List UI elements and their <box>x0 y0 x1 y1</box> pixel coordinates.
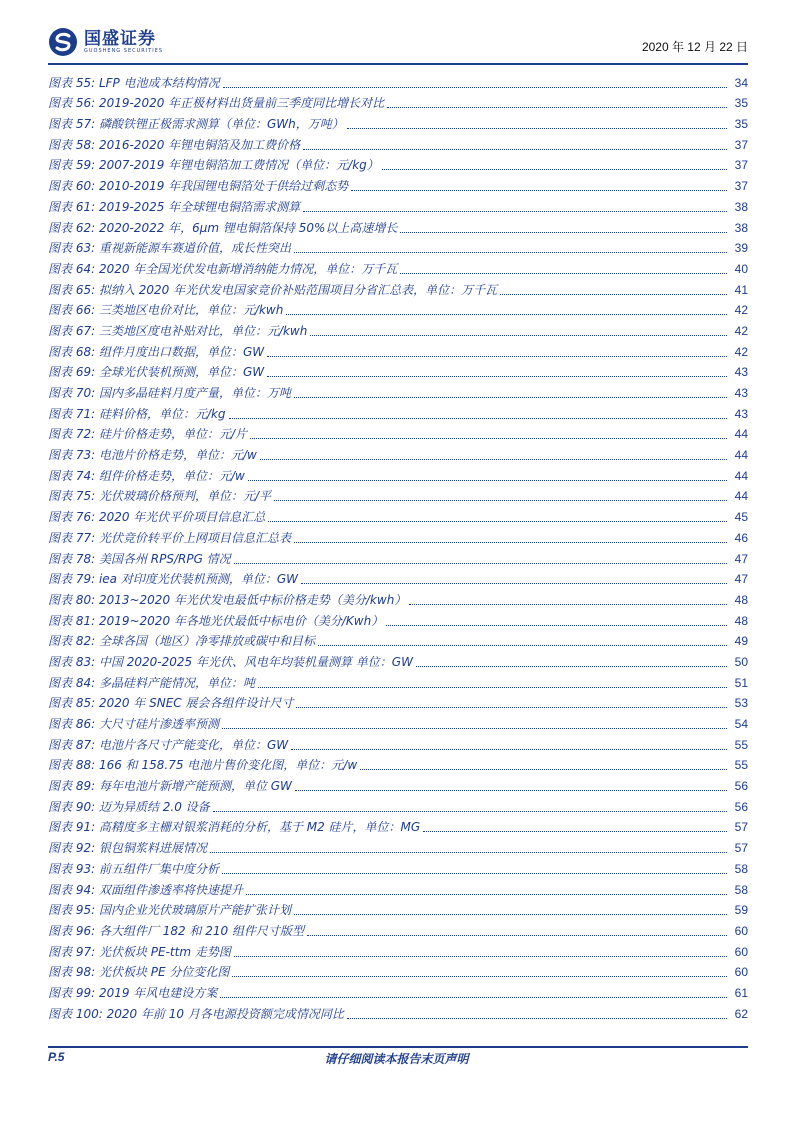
toc-entry-page: 40 <box>734 261 748 276</box>
toc-dot-leader <box>382 169 727 170</box>
toc-entry-label: 图表 71: 硅料价格，单位：元/kg <box>48 406 226 421</box>
toc-entry-page: 54 <box>734 717 748 731</box>
toc-dot-leader <box>260 459 727 460</box>
toc-entry-page: 45 <box>734 510 748 525</box>
toc-dot-leader <box>307 935 727 936</box>
page-header <box>48 24 748 62</box>
toc-entry[interactable] <box>48 856 748 877</box>
toc-entry-page: 43 <box>734 386 748 400</box>
toc-entry[interactable] <box>48 298 748 319</box>
toc-entry[interactable] <box>48 877 748 898</box>
toc-entry-label: 图表 90: 迈为异质结 2.0 设备 <box>48 799 210 814</box>
toc-entry[interactable] <box>48 711 748 732</box>
toc-entry-page: 38 <box>734 199 748 214</box>
toc-dot-leader <box>222 728 727 729</box>
toc-entry[interactable] <box>48 422 748 443</box>
toc-entry-label: 图表 64: 2020 年全国光伏发电新增消纳能力情况，单位：万千瓦 <box>48 261 398 276</box>
toc-entry-page: 55 <box>734 758 748 773</box>
toc-dot-leader <box>294 542 727 543</box>
toc-entry-label: 图表 78: 美国各州 RPS/RPG 情况 <box>48 551 231 566</box>
toc-entry-page: 50 <box>734 654 748 669</box>
toc-dot-leader <box>400 232 727 233</box>
toc-entry[interactable] <box>48 898 748 919</box>
toc-dot-leader <box>258 687 727 688</box>
footer-divider <box>48 1046 748 1048</box>
toc-entry[interactable] <box>48 360 748 381</box>
toc-entry-page: 39 <box>734 241 748 256</box>
toc-entry-label: 图表 92: 银包铜浆料进展情况 <box>48 841 207 856</box>
toc-entry-label: 图表 76: 2020 年光伏平价项目信息汇总 <box>48 510 266 525</box>
toc-entry-label: 图表 89: 每年电池片新增产能预测，单位 GW <box>48 779 292 794</box>
toc-entry[interactable] <box>48 815 748 836</box>
toc-entry[interactable] <box>48 691 748 712</box>
toc-entry-page: 44 <box>734 448 748 463</box>
toc-entry-page: 44 <box>734 427 748 442</box>
toc-entry-page: 61 <box>734 985 748 1000</box>
toc-entry-page: 53 <box>734 696 748 711</box>
toc-dot-leader <box>303 211 727 212</box>
toc-entry[interactable] <box>48 442 748 463</box>
toc-entry[interactable] <box>48 194 748 215</box>
toc-entry-page: 60 <box>734 944 748 959</box>
footer-disclaimer-note: 请仔细阅读本报告末页声明 <box>324 1052 469 1066</box>
toc-entry-page: 37 <box>734 179 748 194</box>
toc-entry-label: 图表 83: 中国 2020-2025 年光伏、风电年均装机量测算 单位：GW <box>48 654 413 669</box>
toc-dot-leader <box>301 583 727 584</box>
toc-entry-page: 43 <box>734 365 748 380</box>
toc-dot-leader <box>274 500 727 501</box>
toc-entry-page: 48 <box>734 592 748 607</box>
toc-entry[interactable] <box>48 525 748 546</box>
toc-entry-label: 图表 60: 2010-2019 年我国锂电铜箔处于供给过剩态势 <box>48 179 349 194</box>
toc-entry-page: 41 <box>734 282 748 297</box>
toc-entry[interactable] <box>48 318 748 339</box>
toc-entry[interactable] <box>48 173 748 194</box>
toc-dot-leader <box>267 356 727 357</box>
toc-entry-label: 图表 66: 三类地区电价对比，单位：元/kwh <box>48 303 284 318</box>
toc-entry-label: 图表 73: 电池片价格走势，单位：元/w <box>48 448 257 463</box>
toc-entry[interactable] <box>48 918 748 939</box>
toc-dot-leader <box>286 314 727 315</box>
toc-entry-page: 43 <box>734 406 748 421</box>
toc-dot-leader <box>213 811 727 812</box>
toc-dot-leader <box>500 294 727 295</box>
toc-entry[interactable] <box>48 484 748 505</box>
toc-entry[interactable] <box>48 649 748 670</box>
toc-entry[interactable] <box>48 236 748 257</box>
toc-entry-page: 57 <box>734 841 748 856</box>
toc-entry-page: 37 <box>734 137 748 152</box>
toc-entry[interactable] <box>48 753 748 774</box>
toc-dot-leader <box>416 666 727 667</box>
toc-dot-leader <box>423 831 727 832</box>
toc-entry[interactable] <box>48 504 748 525</box>
toc-entry-page: 56 <box>734 779 748 794</box>
toc-entry[interactable] <box>48 670 748 691</box>
toc-dot-leader <box>296 707 727 708</box>
toc-entry[interactable] <box>48 132 748 153</box>
toc-dot-leader <box>229 418 727 419</box>
toc-entry-page: 34 <box>734 75 748 90</box>
toc-dot-leader <box>234 956 727 957</box>
toc-entry-page: 37 <box>734 158 748 173</box>
toc-entry-label: 图表 68: 组件月度出口数据，单位：GW <box>48 344 265 359</box>
toc-dot-leader <box>347 128 727 129</box>
toc-entry[interactable] <box>48 939 748 960</box>
toc-entry-page: 35 <box>734 117 748 132</box>
toc-dot-leader <box>294 914 727 915</box>
toc-entry-page: 47 <box>734 551 748 566</box>
toc-entry-label: 图表 61: 2019-2025 年全球锂电铜箔需求测算 <box>48 199 301 214</box>
toc-dot-leader <box>303 149 727 150</box>
toc-entry-label: 图表 77: 光伏竞价转平价上网项目信息汇总表 <box>48 530 291 545</box>
toc-entry-label: 图表 93: 前五组件厂集中度分析 <box>48 861 219 876</box>
toc-entry[interactable] <box>48 546 748 567</box>
toc-dot-leader <box>351 190 727 191</box>
toc-entry-label: 图表 79: iea 对印度光伏装机预测，单位：GW <box>48 572 298 587</box>
toc-entry-page: 44 <box>734 468 748 483</box>
toc-entry-page: 58 <box>734 882 748 897</box>
toc-dot-leader <box>222 873 727 874</box>
toc-entry-label: 图表 57: 磷酸铁锂正极需求测算（单位：GWh，万吨） <box>48 117 344 132</box>
toc-entry-page: 60 <box>734 923 748 938</box>
guosheng-logo-icon <box>48 27 78 57</box>
toc-entry-label: 图表 69: 全球光伏装机预测，单位：GW <box>48 365 265 380</box>
toc-entry[interactable] <box>48 629 748 650</box>
toc-entry-label: 图表 55: LFP 电池成本结构情况 <box>48 75 220 90</box>
toc-dot-leader <box>246 894 727 895</box>
toc-entry-label: 图表 63: 重视新能源车赛道价值，成长性突出 <box>48 241 291 256</box>
toc-entry-page: 42 <box>734 323 748 338</box>
toc-entry-page: 57 <box>734 820 748 835</box>
toc-entry[interactable] <box>48 463 748 484</box>
toc-entry-label: 图表 87: 电池片各尺寸产能变化，单位：GW <box>48 737 289 752</box>
toc-entry-label: 图表 59: 2007-2019 年锂电铜箔加工费情况（单位：元/kg） <box>48 158 379 173</box>
toc-dot-leader <box>232 976 727 977</box>
toc-entry-label: 图表 72: 硅片价格走势，单位：元/片 <box>48 427 247 442</box>
header-divider <box>48 63 748 65</box>
toc-entry-page: 58 <box>734 861 748 876</box>
toc-entry[interactable] <box>48 980 748 1001</box>
toc-entry[interactable] <box>48 215 748 236</box>
toc-entry-label: 图表 85: 2020 年 SNEC 展会各组件设计尺寸 <box>48 696 294 711</box>
toc-entry[interactable] <box>48 794 748 815</box>
toc-entry-label: 图表 95: 国内企业光伏玻璃原片产能扩张计划 <box>48 903 291 918</box>
toc-entry[interactable] <box>48 70 748 91</box>
toc-dot-leader <box>409 604 727 605</box>
toc-dot-leader <box>250 438 727 439</box>
toc-entry-label: 图表 98: 光伏板块 PE 分位变化图 <box>48 965 230 980</box>
toc-entry[interactable] <box>48 277 748 298</box>
toc-entry-label: 图表 58: 2016-2020 年锂电铜箔及加工费价格 <box>48 137 301 152</box>
toc-entry-label: 图表 99: 2019 年风电建设方案 <box>48 985 218 1000</box>
toc-dot-leader <box>294 397 727 398</box>
toc-entry[interactable] <box>48 608 748 629</box>
toc-entry[interactable] <box>48 401 748 422</box>
toc-entry[interactable] <box>48 339 748 360</box>
toc-entry-label: 图表 100: 2020 年前 10 月各电源投资额完成情况同比 <box>48 1006 344 1021</box>
toc-entry-label: 图表 74: 组件价格走势，单位：元/w <box>48 468 245 483</box>
toc-entry-page: 47 <box>734 572 748 587</box>
toc-entry[interactable] <box>48 91 748 112</box>
toc-dot-leader <box>294 252 727 253</box>
toc-entry-label: 图表 94: 双面组件渗透率将快速提升 <box>48 882 243 897</box>
brand-name-cn: 国盛证券 <box>84 28 156 49</box>
toc-entry-label: 图表 82: 全球各国（地区）净零排放或碳中和目标 <box>48 634 315 649</box>
toc-entry[interactable] <box>48 732 748 753</box>
toc-entry-label: 图表 88: 166 和 158.75 电池片售价变化图，单位：元/w <box>48 758 358 773</box>
toc-entry[interactable] <box>48 380 748 401</box>
toc-dot-leader <box>210 852 727 853</box>
toc-entry-label: 图表 65: 拟纳入 2020 年光伏发电国家竞价补贴范围项目分省汇总表，单位：万千瓦 <box>48 282 498 297</box>
toc-dot-leader <box>360 769 727 770</box>
toc-dot-leader <box>291 749 727 750</box>
toc-dot-leader <box>295 790 727 791</box>
toc-dot-leader <box>223 87 727 88</box>
toc-dot-leader <box>386 625 727 626</box>
toc-entry-label: 图表 70: 国内多晶硅料月度产量，单位：万吨 <box>48 386 291 400</box>
toc-entry[interactable] <box>48 256 748 277</box>
toc-entry-label: 图表 86: 大尺寸硅片渗透率预测 <box>48 717 219 731</box>
brand-name-en: GUOSHENG SECURITIES <box>84 47 164 54</box>
toc-entry-page: 62 <box>734 1006 748 1021</box>
toc-entry-label: 图表 81: 2019~2020 年各地光伏最低中标电价（美分/Kwh） <box>48 613 384 628</box>
toc-entry-page: 35 <box>734 96 748 111</box>
toc-entry[interactable] <box>48 960 748 981</box>
toc-entry-page: 56 <box>734 799 748 814</box>
toc-entry[interactable] <box>48 835 748 856</box>
toc-entry-page: 59 <box>734 903 748 918</box>
toc-entry-label: 图表 75: 光伏玻璃价格预判，单位：元/平 <box>48 489 271 504</box>
toc-entry[interactable] <box>48 153 748 174</box>
toc-entry-label: 图表 67: 三类地区度电补贴对比，单位：元/kwh <box>48 323 308 338</box>
toc-dot-leader <box>310 335 727 336</box>
toc-entry[interactable] <box>48 1001 748 1022</box>
toc-entry-page: 42 <box>734 344 748 359</box>
toc-entry[interactable] <box>48 587 748 608</box>
toc-entry-label: 图表 80: 2013~2020 年光伏发电最低中标价格走势（美分/kwh） <box>48 592 407 607</box>
toc-entry-label: 图表 97: 光伏板块 PE-ttm 走势图 <box>48 944 231 959</box>
toc-entry-page: 60 <box>734 965 748 980</box>
toc-entry-page: 46 <box>734 530 748 545</box>
toc-entry-page: 44 <box>734 489 748 504</box>
toc-entry-page: 51 <box>734 675 748 690</box>
toc-dot-leader <box>234 563 727 564</box>
brand-logo <box>48 24 163 60</box>
toc-dot-leader <box>267 376 727 377</box>
toc-entry-label: 图表 91: 高精度多主栅对银浆消耗的分析，基于 M2 硅片，单位：MG <box>48 820 421 835</box>
toc-entry[interactable] <box>48 773 748 794</box>
toc-entry-label: 图表 84: 多晶硅料产能情况，单位：吨 <box>48 675 255 690</box>
toc-entry-page: 38 <box>734 220 748 235</box>
toc-entry-page: 49 <box>734 634 748 649</box>
report-date: 2020 年 12 月 22 日 <box>641 40 748 54</box>
toc-entry-label: 图表 56: 2019-2020 年正极材料出货量前三季度同比增长对比 <box>48 96 385 111</box>
toc-entry-label: 图表 62: 2020-2022 年，6μm 锂电铜箔保持 50%以上高速增长 <box>48 220 398 235</box>
toc-entry-page: 48 <box>734 613 748 628</box>
toc-entry-label: 图表 96: 各大组件厂 182 和 210 组件尺寸版型 <box>48 923 305 938</box>
toc-dot-leader <box>387 107 727 108</box>
toc-dot-leader <box>268 521 727 522</box>
toc-entry-page: 55 <box>734 737 748 752</box>
toc-entry-page: 42 <box>734 303 748 318</box>
toc-dot-leader <box>400 273 727 274</box>
toc-dot-leader <box>318 645 727 646</box>
footer-page-number: P.5 <box>48 1050 65 1064</box>
toc-dot-leader <box>248 480 727 481</box>
toc-entry[interactable] <box>48 111 748 132</box>
toc-dot-leader <box>220 997 727 998</box>
toc-dot-leader <box>347 1018 727 1019</box>
toc-entry[interactable] <box>48 567 748 588</box>
figure-index-list <box>48 70 748 1022</box>
